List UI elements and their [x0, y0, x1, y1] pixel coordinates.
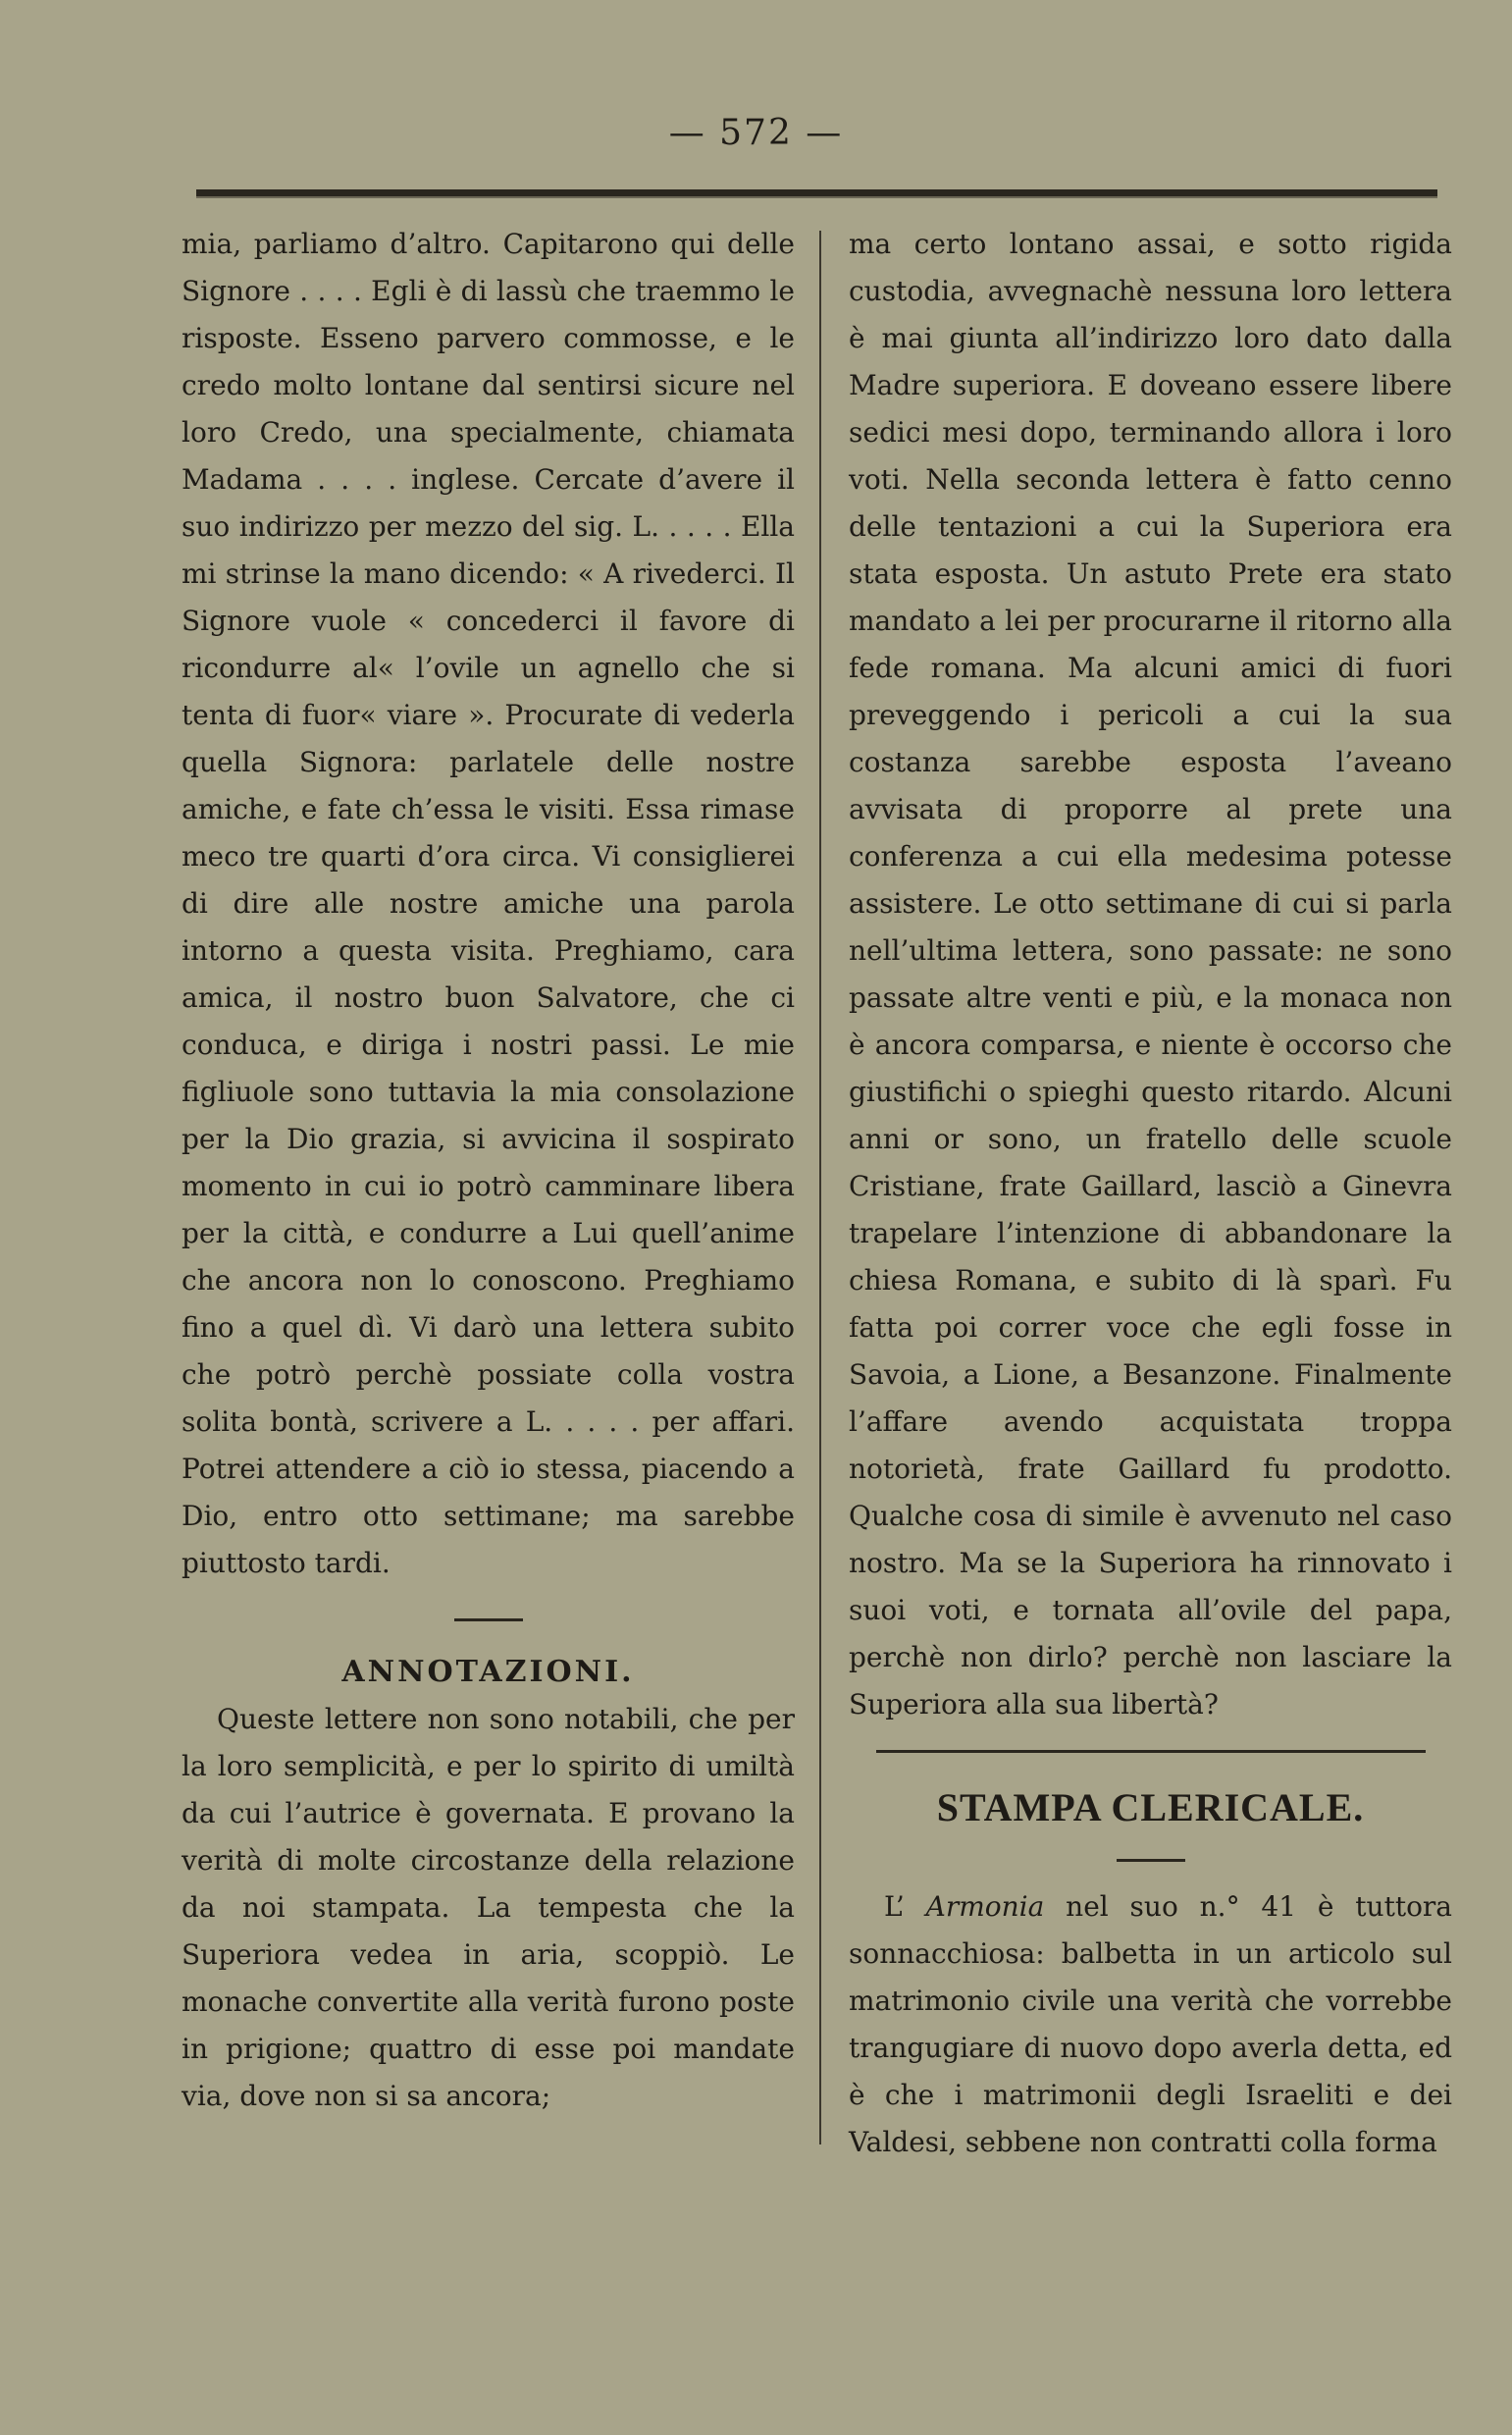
right-paragraph-1: ma certo lontano assai, e sotto rigida custodia, avvegnachè nessuna loro lettera è mai giunta all’indirizzo loro dato dalla Madre superiora. E doveano essere libere sedici mesi dopo, terminando allora i loro voti. Nella seconda lettera è fatto cenno delle tentazioni a cui la Superiora era stata esposta. Un astuto Prete era stato mandato a lei per procurarne il ritorno alla fede romana. Ma alcuni amici di fuori preveggendo i pericoli a cui la sua costanza sarebbe esposta l’aveano avvisata di proporre al prete una conferenza a cui ella medesima potesse assistere. Le otto settimane di cui si parla nell’ultima lettera, sono passate: ne sono passate altre venti e più, e la monaca non è ancora comparsa, e niente è occorso che giustifichi o spieghi questo ritardo. Alcuni anni or sono, un fratello delle scuole Cristiane, frate Gaillard, lasciò a Ginevra trapelare l’intenzione di abbandonare la chiesa Romana, e subito di là sparì. Fu fatta poi correr voce che egli fosse in Savoia, a Lione, a Besanzone. Finalmente l’affare avendo acquistata troppa notorietà, frate Gaillard fu prodotto. Qualche cosa di simile è avvenuto nel caso nostro. Ma se la Superiora ha rinnovato i suoi voti, e tornata all’ovile del papa, perchè non dirlo? perchè non lasciare la Superiora alla sua libertà? — [849, 228, 1452, 1720]
left-paragraph-1: mia, parliamo d’altro. Capitarono qui delle Signore . . . . Egli è di lassù che traemmo le risposte. Esseno parvero commosse, e le credo molto lontane dal sentirsi sicure nel loro Credo, una specialmente, chiamata Madama . . . . inglese. Cercate d’avere il suo indirizzo per mezzo del sig. L. . . . . Ella mi strinse la mano dicendo: « A rivederci. Il Signore vuole « concederci il favore di ricondurre al« l’ovile un agnello che si tenta di fuor« viare ». Procurate di vederla quella Signora: parlatele delle nostre amiche, e fate ch’essa le visiti. Essa rimase meco tre quarti d’ora circa. Vi consiglierei di dire alle nostre amiche una parola intorno a questa visita. Preghiamo, cara amica, il nostro buon Salvatore, che ci conduca, e diriga i nostri passi. Le mie figliuole sono tuttavia la mia consolazione per la Dio grazia, si avvicina il sospirato momento in cui io potrò camminare libera per la città, e condurre a Lui quell’anime che ancora non lo conoscono. Preghiamo fino a quel dì. Vi darò una lettera subito che potrò perchè possiate colla vostra solita bontà, scrivere a L. . . . . per affari. Potrei attendere a ciò io stessa, piacendo a Dio, entro otto settimane; ma sarebbe piuttosto tardi. — [182, 228, 795, 1579]
column-divider — [819, 231, 821, 2144]
left-column — [182, 221, 795, 2120]
right-column — [849, 221, 1452, 2166]
annotations-heading: ANNOTAZIONI. — [341, 1655, 635, 1689]
paragraph-rest: nel suo n.° 41 è tuttora sonnacchiosa: balbetta in un articolo sul matrimonio civile una verità che vorrebbe trangugiare di nuovo dopo averla detta, ed è che i matrimonii degli Israeliti e dei Valdesi, sebbene non contratti colla forma — [849, 1890, 1453, 2158]
section-divider-short — [454, 1618, 523, 1621]
newspaper-title: Armonia — [925, 1890, 1045, 1923]
left-paragraph-2: Queste lettere non sono notabili, che per la loro semplicità, e per lo spirito di umiltà da cui l’autrice è governata. E provano la verità di molte circostanze della relazione da noi stampata. La tempesta che la Superiora vedea in aria, scoppiò. Le monache convertite alla verità furono poste in prigione; quattro di esse poi mandate via, dove non si sa ancora; — [182, 1703, 795, 2112]
stampa-clericale-heading: STAMPA CLERICALE. — [936, 1785, 1365, 1829]
section-divider-long — [876, 1750, 1426, 1753]
right-paragraph-2 — [849, 1883, 1452, 2166]
section-divider-short-right — [1117, 1859, 1185, 1862]
paragraph-prefix: L’ — [884, 1890, 926, 1923]
page-number: — 572 — — [668, 113, 844, 153]
header-rule — [196, 189, 1437, 198]
